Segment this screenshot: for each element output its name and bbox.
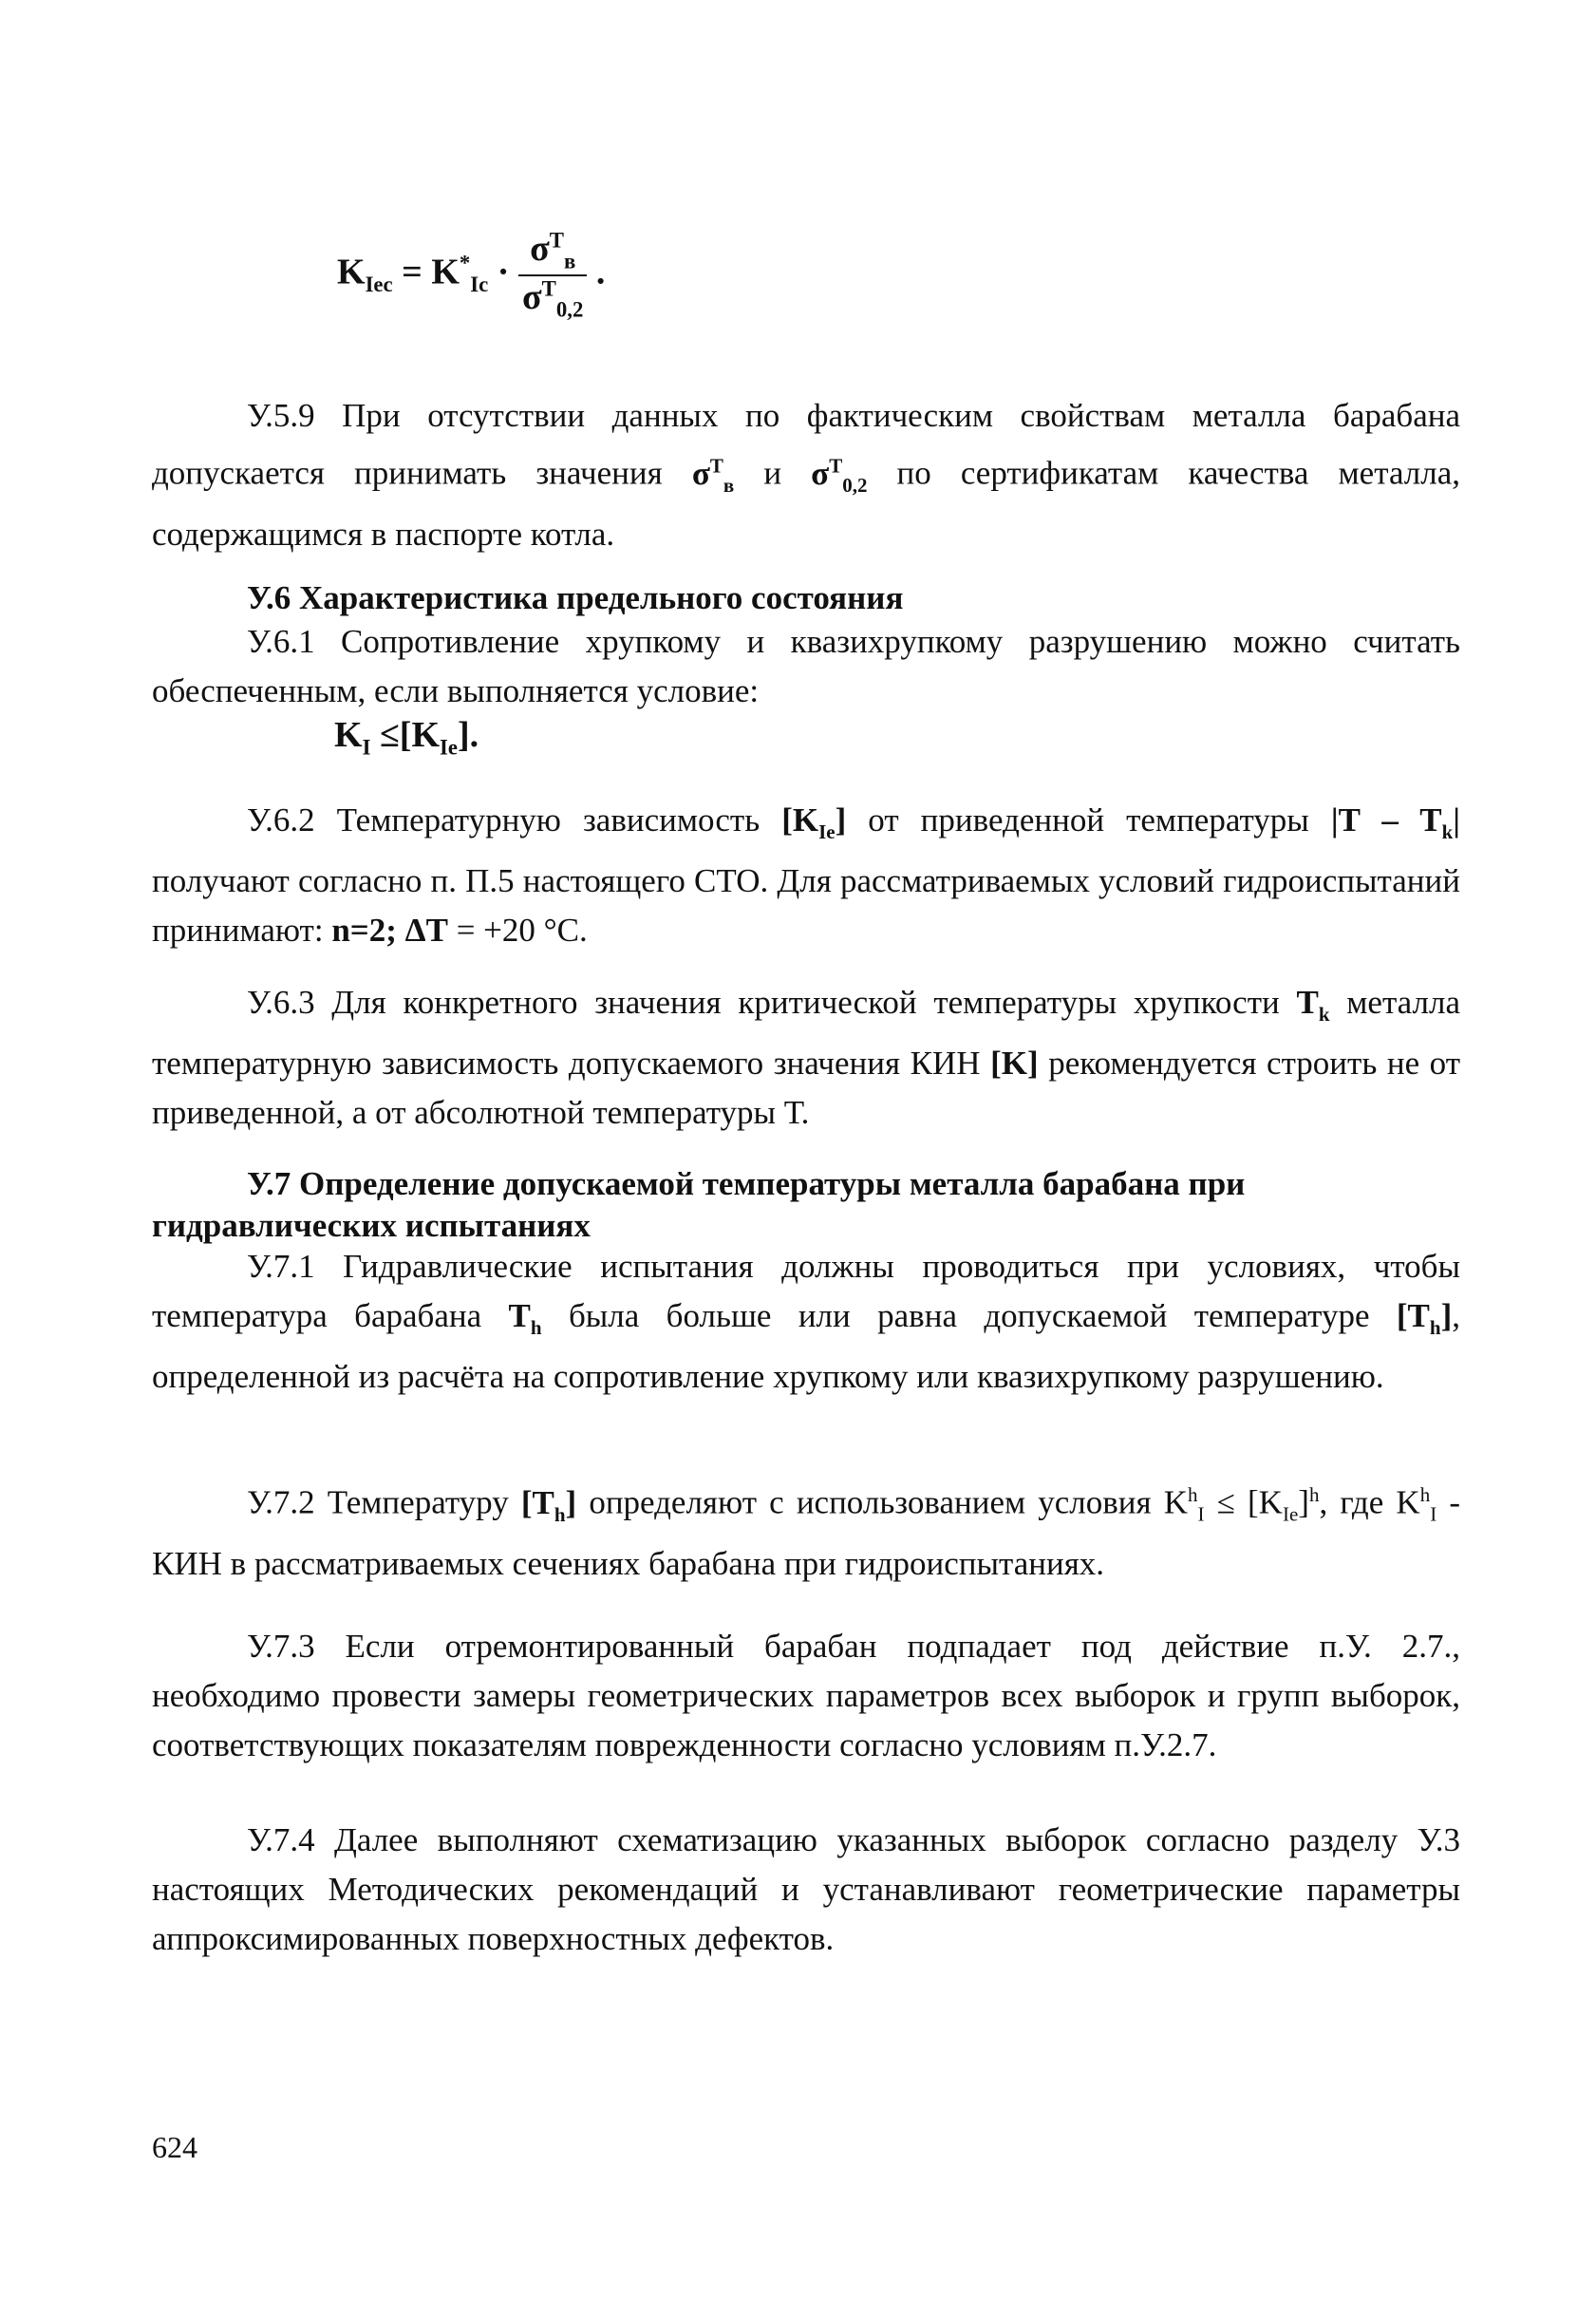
u71-c: , определенной из расчёта на сопротивление хрупкому или квазихрупкому разрушению. — [152, 1297, 1460, 1395]
u59-sigma-02-sup: T — [829, 454, 843, 477]
den-sigma: σ — [521, 276, 542, 317]
u72-k: K — [1163, 1483, 1189, 1521]
formula-denominator — [518, 276, 587, 323]
u72-th-sub: h — [554, 1502, 566, 1526]
u72-d: - КИН в рассматриваемых сечениях барабана при гидроиспытаниях. — [152, 1483, 1460, 1582]
paragraph-u72 — [152, 1470, 1460, 1589]
u61-k2-sub: Ie — [440, 735, 459, 760]
formula-rhs-sub: Ic — [470, 272, 489, 296]
u63-b: металла температурную зависимость допускаемого значения КИН — [152, 984, 1460, 1082]
u61-end: . — [469, 715, 479, 755]
formula-dot: · — [497, 252, 510, 292]
formula-lhs-sub: Iec — [365, 272, 393, 296]
formula-kiec — [337, 228, 605, 322]
paragraph-u59 — [152, 391, 1460, 559]
u71-th2: [T — [1396, 1297, 1430, 1334]
u62-d: = +20 °С. — [447, 912, 588, 949]
u59-sigma-02-sub: 0,2 — [842, 473, 868, 497]
num-sub: в — [563, 249, 576, 273]
u59-and: и — [734, 454, 812, 492]
formula-fraction — [518, 228, 587, 322]
page-number: 624 — [152, 2130, 197, 2164]
u59-sigma-b-sub: в — [723, 473, 735, 497]
u61-k2: K — [411, 715, 441, 755]
u72-th-close: ] — [565, 1483, 577, 1521]
paragraph-u73: У.7.3 Если отремонтированный барабан подпадает под действие п.У. 2.7., необходимо провести замеры геометрических параметров всех выборок и групп выборок, соответствующих показателям поврежденности согласно условиям п.У.2.7. — [152, 1628, 1460, 1763]
u72-c: , где — [1319, 1483, 1397, 1521]
u59-sigma-02: σ — [811, 454, 830, 492]
u62-k-sub: Ie — [818, 820, 836, 843]
formula-rhs-sup: * — [459, 251, 471, 275]
u63-c: рекомендуется строить не от приведенной, а от абсолютной температуры Т. — [152, 1045, 1461, 1131]
u62-c: получают согласно п. П.5 настоящего СТО. Для рассматриваемых условий гидроиспытаний принимают: — [152, 862, 1460, 949]
num-sigma: σ — [530, 229, 550, 269]
u62-n: n=2; ΔT — [331, 912, 448, 949]
u61-bracket-close: ] — [458, 715, 470, 755]
formula-ki-condition — [334, 714, 479, 761]
u72-k3-sub: I — [1430, 1502, 1437, 1526]
u72-k3: K — [1396, 1483, 1420, 1521]
u62-t-sub: k — [1441, 820, 1454, 843]
u63-tk-sub: k — [1318, 1003, 1330, 1026]
num-sup: T — [549, 228, 564, 253]
u62-k: [K — [781, 801, 819, 839]
u62-t: |T – T — [1330, 801, 1442, 839]
u63-tk: T — [1296, 984, 1319, 1021]
u59-text-a: У.5.9 При отсутствии данных по фактическим свойствам металла барабана допускается принимать значения — [152, 397, 1460, 492]
u71-th: T — [508, 1297, 531, 1334]
paragraph-u74: У.7.4 Далее выполняют схематизацию указанных выборок согласно разделу У.3 настоящих Методических рекомендаций и устанавливают геометрические параметры аппроксимированных поверхностных дефектов. — [152, 1821, 1460, 1957]
u71-th-sub: h — [530, 1316, 542, 1339]
heading-u6: У.6 Характеристика предельного состояния — [247, 579, 904, 616]
u72-k2-close: ] — [1298, 1483, 1309, 1521]
u72-k3-sup: h — [1419, 1483, 1431, 1506]
u71-b: была больше или равна допускаемой температуре — [541, 1297, 1397, 1334]
formula-end: . — [595, 252, 606, 292]
u71-a: У.7.1 Гидравлические испытания должны проводиться при условиях, чтобы температура барабана — [152, 1248, 1460, 1334]
u72-k2-sub: Ie — [1282, 1502, 1299, 1526]
u59-sigma-b-sup: T — [709, 454, 723, 477]
den-sub: 0,2 — [555, 297, 584, 322]
formula-eq: = — [402, 252, 422, 292]
paragraph-u71 — [152, 1242, 1460, 1402]
u71-th2-sub: h — [1429, 1316, 1441, 1339]
u72-th: [T — [520, 1483, 554, 1521]
u72-k-sub: I — [1197, 1502, 1205, 1526]
heading-u7: У.7 Определение допускаемой температуры металла барабана при гидравлических испытаниях — [152, 1165, 1246, 1244]
formula-numerator — [518, 228, 587, 276]
u61-k-sub: I — [362, 735, 371, 760]
u72-op: ≤ [K — [1204, 1483, 1283, 1521]
den-sup: T — [541, 275, 556, 300]
u72-a: У.7.2 Температуру — [247, 1483, 521, 1521]
u61-op: ≤ — [379, 715, 400, 755]
u59-sigma-b: σ — [691, 454, 710, 492]
u59-text-b: по сертификатам качества металла, содержащимся в паспорте котла. — [152, 454, 1460, 553]
formula-rhs: K — [431, 252, 460, 292]
u63-k: [K] — [990, 1045, 1039, 1082]
u62-b: от приведенной температуры — [846, 801, 1331, 839]
u62-k-close: ] — [835, 801, 847, 839]
u72-k-sup: h — [1188, 1483, 1198, 1506]
formula-lhs: K — [337, 252, 366, 292]
u62-a: У.6.2 Температурную зависимость — [247, 801, 782, 839]
u72-k2-sup: h — [1308, 1483, 1320, 1506]
u62-t-close: | — [1453, 801, 1460, 839]
paragraph-u61: У.6.1 Сопротивление хрупкому и квазихрупкому разрушению можно считать обеспеченным, если выполняется условие: — [152, 623, 1460, 709]
u71-th2-close: ] — [1440, 1297, 1453, 1334]
u61-k: K — [334, 715, 363, 755]
u61-bracket-open: [ — [399, 715, 412, 755]
u72-b: определяют с использованием условия — [576, 1483, 1164, 1521]
paragraph-u62 — [152, 796, 1460, 955]
u63-a: У.6.3 Для конкретного значения критической температуры хрупкости — [247, 984, 1297, 1021]
paragraph-u63 — [152, 978, 1460, 1138]
